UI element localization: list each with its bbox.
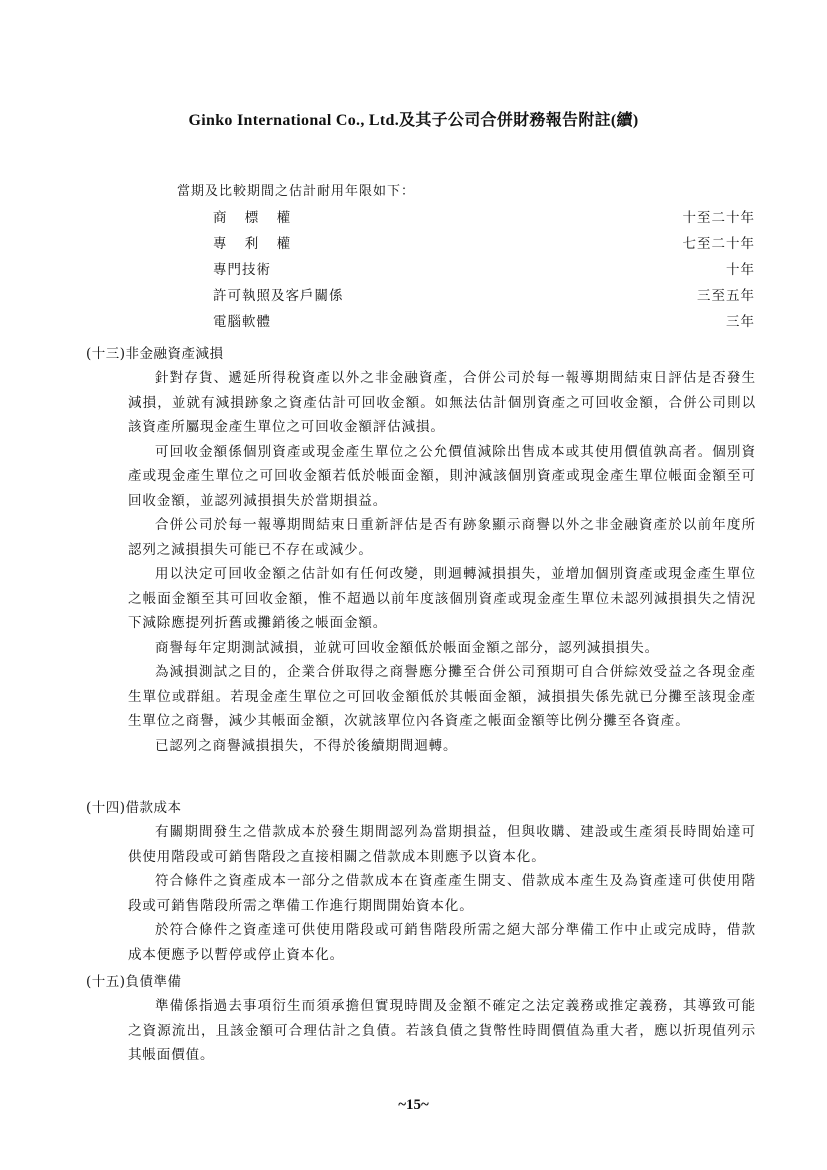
useful-life-intro: 當期及比較期間之估計耐用年限如下： [177,184,416,199]
asset-name: 電腦軟體 [213,314,271,330]
asset-years: 十年 [726,262,755,278]
useful-life-row [213,310,755,336]
asset-name: 專門技術 [213,262,271,278]
paragraph: 用以決定可回收金額之估計如有任何改變，則迴轉減損損失，並增加個別資產或現金產生單位之帳面金額至其可回收金額，惟不超過以前年度該個別資產或現金產生單位未認列減損損失之情況下減除應提列折舊或攤銷後之帳面金額。 [128,566,756,631]
asset-years: 三至五年 [697,288,755,304]
paragraph: 可回收金額係個別資產或現金產生單位之公允價值減除出售成本或其使用價值孰高者。個別資產或現金產生單位之可回收金額若低於帳面金額，則沖減該個別資產或現金產生單位帳面金額至可回收金額，並認列減損損失於當期損益。 [128,443,756,509]
paragraph: 針對存貨、遞延所得稅資產以外之非金融資產，合併公司於每一報導期間結束日評估是否發生減損，並就有減損跡象之資產估計可回收金額。如無法估計個別資產之可回收金額，合併公司則以該資產所屬現金產生單位之可回收金額評估減損。 [128,370,756,435]
useful-life-row [213,206,755,232]
paragraph: 於符合條件之資產達可供使用階段或可銷售階段所需之絕大部分準備工作中止或完成時，借款成本便應予以暫停或停止資本化。 [128,922,756,963]
paragraph: 已認列之商譽減損損失，不得於後續期間迴轉。 [155,737,458,754]
paragraph: 合併公司於每一報導期間結束日重新評估是否有跡象顯示商譽以外之非金融資產於以前年度所認列之減損損失可能已不存在或減少。 [128,517,756,558]
page-number: ~15~ [398,1097,429,1113]
paragraph: 準備係指過去事項衍生而須承擔但實現時間及金額不確定之法定義務或推定義務，其導致可能之資源流出，且該金額可合理估計之負債。若該負債之貨幣性時間價值為重大者，應以折現值列示其帳面價值。 [128,998,756,1063]
asset-name: 專 利 權 [213,236,298,252]
section-borrowing-costs [86,796,756,967]
section-title: (十五)負債準備 [86,974,182,990]
asset-name: 許可執照及客戶關係 [213,288,344,304]
section-title: (十四)借款成本 [86,800,182,816]
paragraph: 商譽每年定期測試減損，並就可回收金額低於帳面金額之部分，認列減損損失。 [155,639,659,656]
section-impairment [86,342,756,758]
paragraph: 為減損測試之目的，企業合併取得之商譽應分攤至合併公司預期可自合併綜效受益之各現金產生單位或群組。若現金產生單位之可回收金額低於其帳面金額，減損損失係先就已分攤至該現金產生單位之商譽，減少其帳面金額，次就該單位內各資產之帳面金額等比例分攤至各資產。 [128,664,756,729]
asset-years: 十至二十年 [682,210,755,226]
paragraph: 符合條件之資產成本一部分之借款成本在資產產生開支、借款成本產生及為資產達可供使用階段或可銷售階段所需之準備工作進行期間開始資本化。 [128,873,756,914]
asset-years: 七至二十年 [682,236,755,252]
useful-life-row [213,232,755,258]
paragraph: 有關期間發生之借款成本於發生期間認列為當期損益，但與收購、建設或生產須長時間始達可供使用階段或可銷售階段之直接相關之借款成本則應予以資本化。 [128,824,756,865]
useful-life-row [213,284,755,310]
page-title: Ginko International Co., Ltd.及其子公司合併財務報告附註(續) [188,112,639,129]
section-provisions [86,970,756,1068]
useful-life-table [213,206,755,336]
section-title: (十三)非金融資產減損 [86,346,224,362]
asset-years: 三年 [726,314,755,330]
useful-life-row [213,258,755,284]
asset-name: 商 標 權 [213,210,298,226]
